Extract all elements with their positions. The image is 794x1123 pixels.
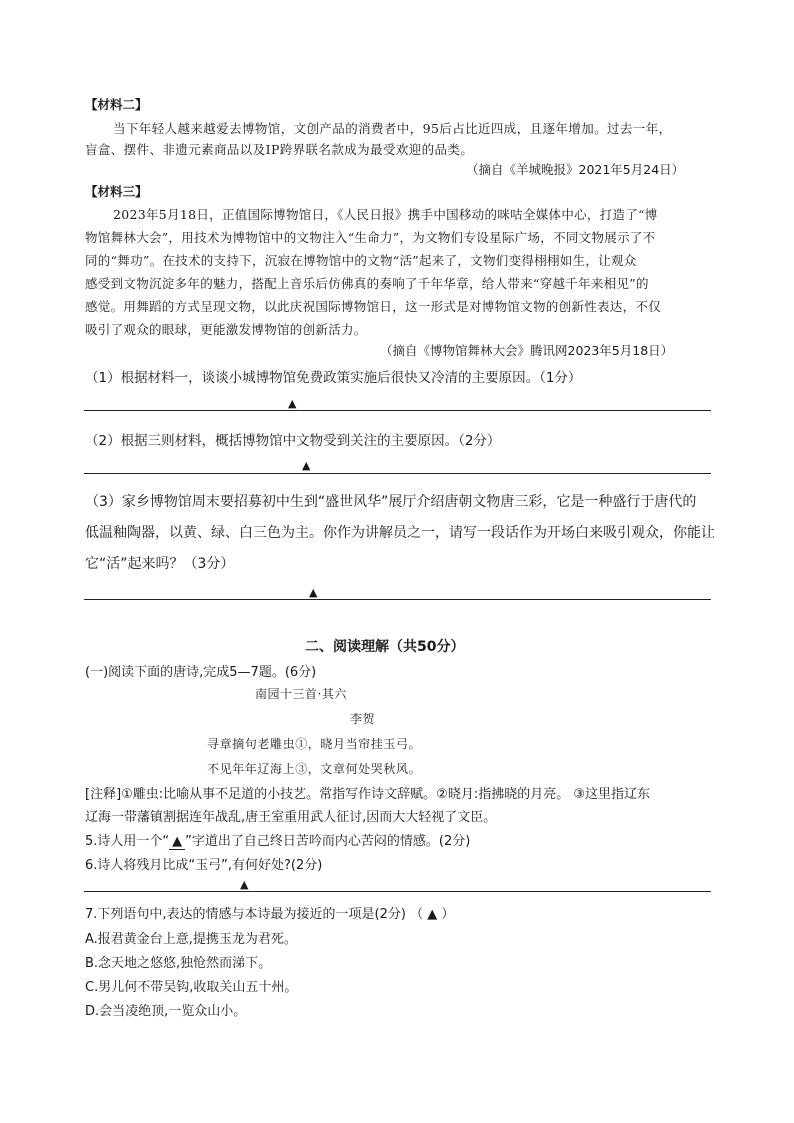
notes-line: 辽海一带藩镇割据连年战乱,唐王室重用武人征讨,因而大大轻视了文臣。 xyxy=(85,810,497,825)
material3-line: 吸引了观众的眼球，更能激发博物馆的创新活力。 xyxy=(85,322,367,337)
question-3-line: （3）家乡博物馆周末要招募初中生到“盛世风华”展厅介绍唐朝文物唐三彩，它是一种盛行于唐代的 xyxy=(85,494,697,510)
question-3-line: 低温釉陶器，以黄、绿、白三色为主。你作为讲解员之一，请写一段话作为开场白来吸引观众，你能让 xyxy=(85,525,715,541)
answer-line[interactable] xyxy=(84,473,711,474)
question-1: （1）根据材料一，谈谈小城博物馆免费政策实施后很快又冷清的主要原因。（1分） xyxy=(85,370,582,386)
material3-line: 感受到文物沉淀多年的魅力，搭配上音乐后仿佛真的奏响了千年华章，给人带来“穿越千年来相见”的 xyxy=(85,276,649,291)
material3-source: （摘自《博物馆舞林大会》腾讯网2023年5月18日） xyxy=(380,343,674,358)
option-c[interactable]: C.男儿何不带吴钩,收取关山五十州。 xyxy=(85,980,298,995)
option-a[interactable]: A.报君黄金台上意,提携玉龙为君死。 xyxy=(85,932,297,947)
material3-line: 感觉。用舞蹈的方式呈现文物，以此庆祝国际博物馆日，这一形式是对博物馆文物的创新性表达，不仅 xyxy=(85,299,662,314)
poem-line: 寻章摘句老雕虫①，晓月当帘挂玉弓。 xyxy=(207,737,422,751)
answer-line[interactable] xyxy=(84,410,711,411)
material3-line: 同的“舞功”。在技术的支持下，沉寂在博物馆中的文物“活”起来了，文物们变得栩栩如生，让观众 xyxy=(85,253,637,268)
question-5-blank[interactable]: ▲ xyxy=(169,835,185,850)
poem-line: 不见年年辽海上③，文章何处哭秋风。 xyxy=(207,762,422,776)
answer-marker: ▲ xyxy=(302,459,311,472)
option-d[interactable]: D.会当凌绝顶,一览众山小。 xyxy=(85,1004,247,1019)
material2-source: （摘自《羊城晚报》2021年5月24日） xyxy=(466,162,685,177)
poem-author: 李贺 xyxy=(350,712,376,726)
answer-marker: ▲ xyxy=(309,586,318,599)
question-5 xyxy=(85,830,470,850)
answer-line[interactable] xyxy=(84,599,711,600)
material2-line1: 当下年轻人越来越爱去博物馆，文创产品的消费者中，95后占比近四成，且逐年增加。过去一年， xyxy=(113,121,672,136)
option-b[interactable]: B.念天地之悠悠,独怆然而涕下。 xyxy=(85,956,272,971)
question-7: 7.下列语句中,表达的情感与本诗最为接近的一项是(2分) （ ▲ ） xyxy=(85,907,455,922)
section-intro: (一)阅读下面的唐诗,完成5—7题。(6分) xyxy=(85,665,317,680)
question-5-suffix: ”字道出了自己终日苦吟而内心苦闷的情感。(2分) xyxy=(185,834,471,849)
answer-marker: ▲ xyxy=(288,397,297,410)
question-5-prefix: 5.诗人用一个“ xyxy=(85,834,170,849)
answer-line[interactable] xyxy=(84,891,711,892)
material3-line: 2023年5月18日，正值国际博物馆日，《人民日报》携手中国移动的咪咕全媒体中心，打造了“博 xyxy=(113,207,658,222)
question-6: 6.诗人将残月比成“玉弓”,有何好处?(2分) xyxy=(85,858,323,873)
section-title: 二、阅读理解（共50分） xyxy=(305,639,465,655)
question-3-line: 它“活”起来吗？（3分） xyxy=(85,556,235,572)
poem-title: 南园十三首·其六 xyxy=(255,687,347,701)
material3-heading: 【材料三】 xyxy=(85,184,148,199)
answer-marker: ▲ xyxy=(240,878,249,891)
question-2: （2）根据三则材料，概括博物馆中文物受到关注的主要原因。（2分） xyxy=(85,433,501,449)
material2-line2: 盲盒、摆件、非遗元素商品以及IP跨界联名款成为最受欢迎的品类。 xyxy=(85,142,474,157)
material3-line: 物馆舞林大会”，用技术为博物馆中的文物注入“生命力”，为文物们专设星际广场，不同文物展示了不 xyxy=(85,230,656,245)
material2-heading: 【材料二】 xyxy=(85,97,148,112)
notes-line: [注释]①雕虫:比喻从事不足道的小技艺。常指写作诗文辞赋。②晓月:指拂晓的月亮。 ③这里指辽东 xyxy=(85,787,650,802)
